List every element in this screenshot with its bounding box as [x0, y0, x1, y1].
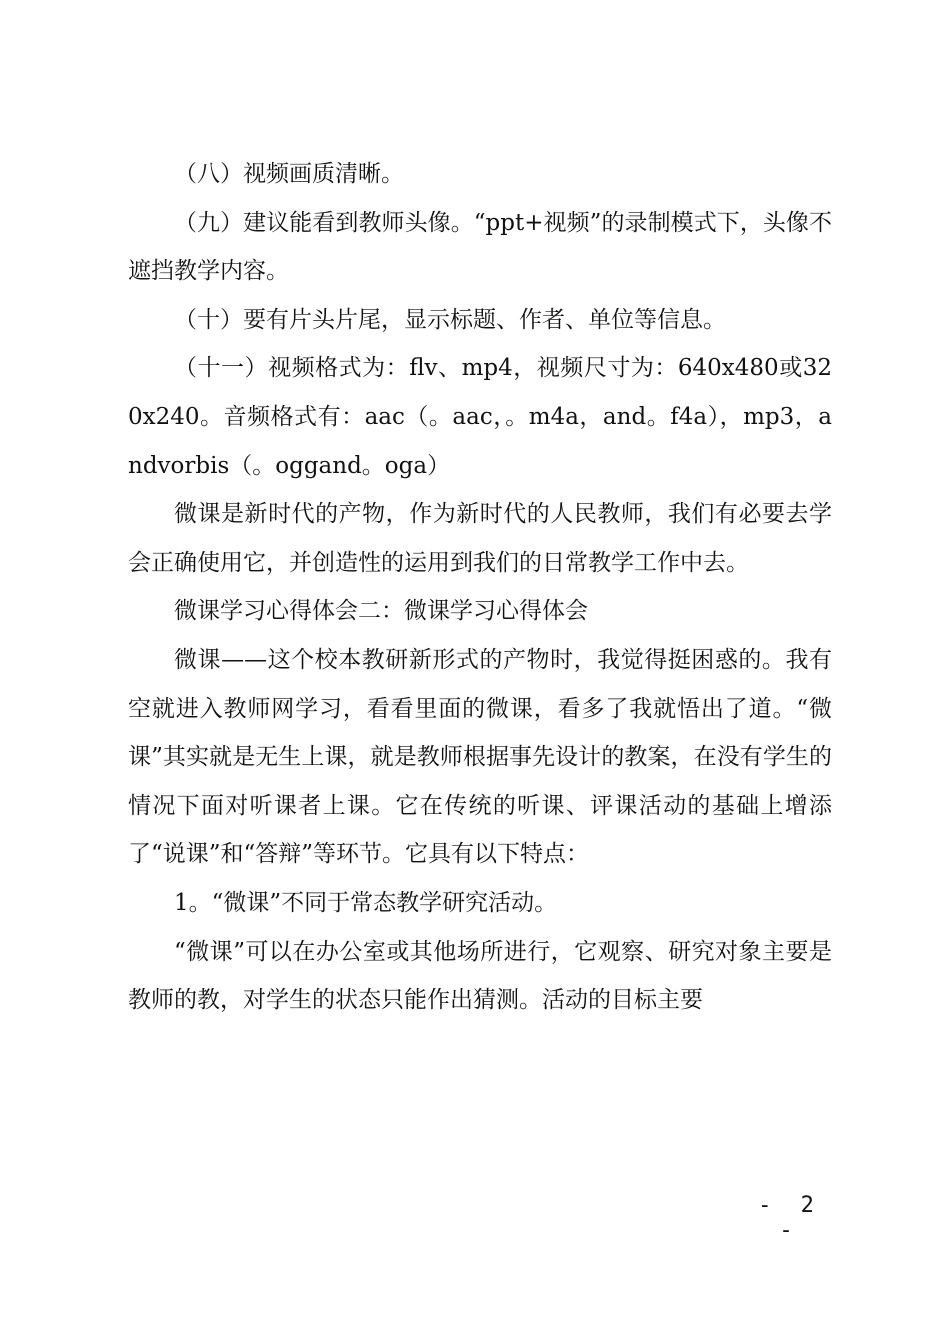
list-item-1: 1。“微课”不同于常态教学研究活动。 — [174, 889, 558, 916]
paragraph-item-8: （八）视频画质清晰。 — [174, 161, 404, 187]
paragraph-intro: 微课——这个校本教研新形式的产物时，我觉得挺困惑的。我有空就进入教师网学习，看看里面的微课，看多了我就悟出了道。“微课”其实就是无生上课，就是教师根据事先设计的教案，在没有学生的情况下面对听课者上课。它在传统的听课、评课活动的基础上增添了“说课”和“答辩”等环节。它具有以下特点： — [128, 646, 832, 868]
page-number: - 2 - — [758, 1193, 822, 1243]
section-heading: 微课学习心得体会二：微课学习心得体会 — [174, 598, 588, 625]
paragraph-item-10: （十）要有片头片尾，显示标题、作者、单位等信息。 — [174, 306, 726, 333]
paragraph-item-11: （十一）视频格式为：flv、mp4，视频尺寸为：640x480或320x240。音频格式有：aac（。aac，。m4a，and。f4a），mp3，andvorbis（。oggand。oga） — [128, 355, 832, 479]
paragraph-conclusion: 微课是新时代的产物，作为新时代的人民教师，我们有必要去学会正确使用它，并创造性的运用到我们的日常教学工作中去。 — [128, 501, 832, 576]
document-body — [128, 150, 832, 1025]
paragraph-detail: “微课”可以在办公室或其他场所进行，它观察、研究对象主要是教师的教，对学生的状态只能作出猜测。活动的目标主要 — [128, 938, 832, 1014]
paragraph-item-9: （九）建议能看到教师头像。“ppt+视频”的录制模式下，头像不遮挡教学内容。 — [128, 209, 832, 285]
